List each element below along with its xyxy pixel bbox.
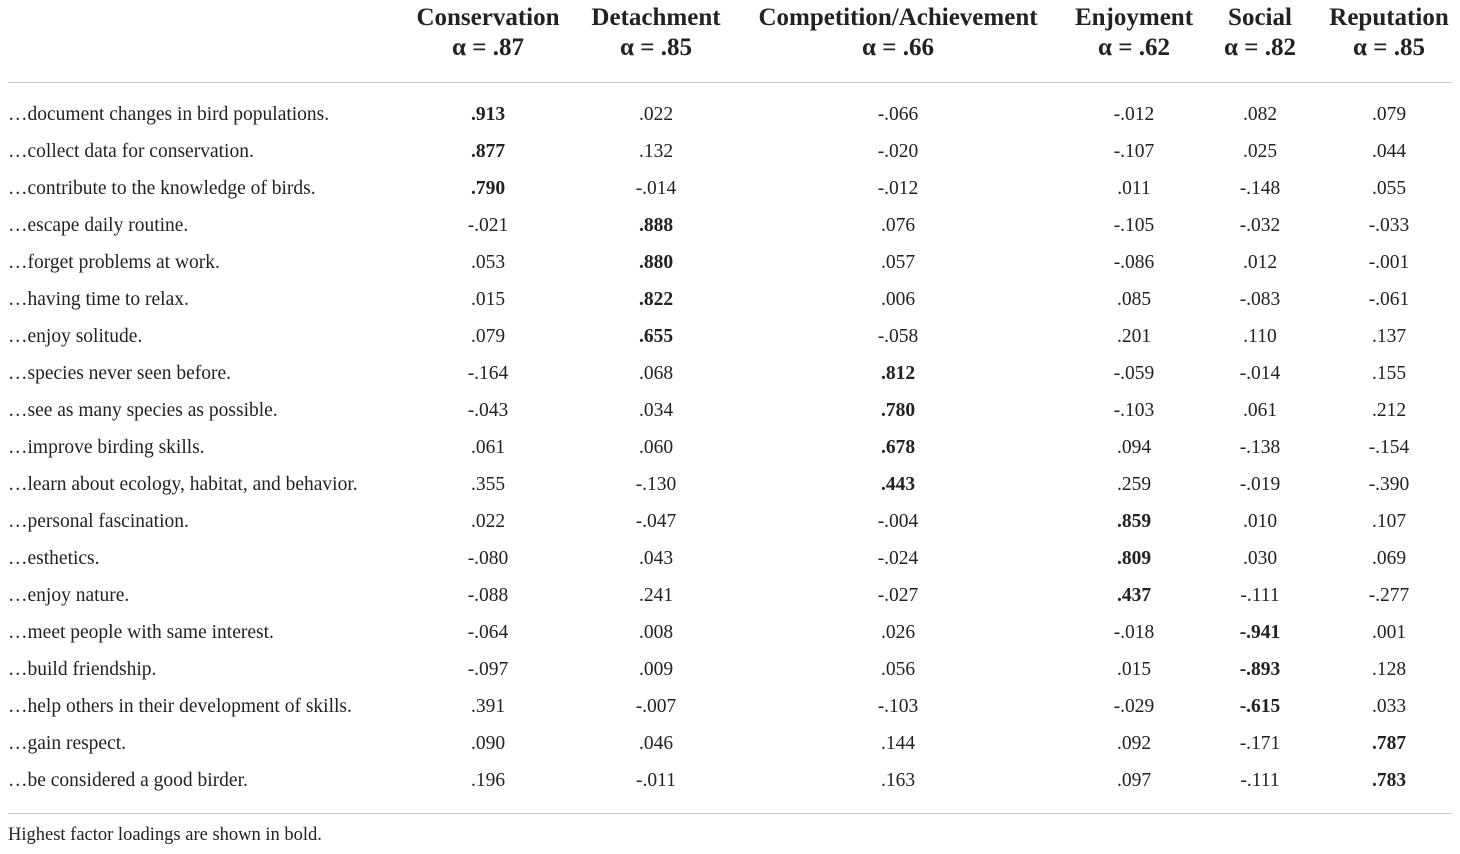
table-cell: -.154 [1368,437,1410,458]
table-cell: -.083 [1239,289,1281,310]
table-cell: -.064 [467,622,509,643]
table-cell: -.001 [1368,252,1410,273]
table-cell: -.277 [1368,585,1410,606]
table-cell: .212 [1371,400,1407,421]
table-cell: .060 [638,437,674,458]
table-cell: .055 [1371,178,1407,199]
column-alpha: α = .85 [620,34,692,61]
table-bottom-rule [8,813,1452,814]
table-cell: .437 [1116,585,1152,606]
table-cell: .076 [880,215,916,236]
table-row [0,651,1460,688]
table-cell: .012 [1242,252,1278,273]
table-cell: .025 [1242,141,1278,162]
row-label: …gain respect. [8,733,127,754]
column-alpha: α = .87 [452,34,524,61]
table-row [0,318,1460,355]
row-label: …enjoy solitude. [8,326,143,347]
table-cell: -.111 [1240,585,1280,606]
table-cell: -.047 [635,511,677,532]
table-cell: .128 [1371,659,1407,680]
column-name: Enjoyment [1074,4,1194,31]
table-row [0,244,1460,281]
row-label: …document changes in bird populations. [8,104,330,125]
table-cell: .780 [880,400,916,421]
table-cell: .097 [1116,770,1152,791]
table-cell: -.020 [877,141,919,162]
table-cell: .090 [470,733,506,754]
table-cell: .790 [470,178,506,199]
table-cell: .107 [1371,511,1407,532]
table-cell: .079 [1371,104,1407,125]
row-label: …help others in their development of skills. [8,696,352,717]
column-name: Competition/Achievement [758,4,1038,31]
table-cell: -.107 [1113,141,1155,162]
table-cell: .026 [880,622,916,643]
table-cell: -.029 [1113,696,1155,717]
table-cell: .056 [880,659,916,680]
table-cell: -.012 [877,178,919,199]
table-cell: .144 [880,733,916,754]
table-cell: -.103 [1113,400,1155,421]
table-cell: .085 [1116,289,1152,310]
table-cell: .030 [1242,548,1278,569]
table-cell: .022 [470,511,506,532]
table-row [0,133,1460,170]
table-cell: -.130 [635,474,677,495]
table-row [0,577,1460,614]
table-cell: .043 [638,548,674,569]
table-cell: -.058 [877,326,919,347]
row-label: …learn about ecology, habitat, and behavior. [8,474,358,495]
column-alpha: α = .62 [1098,34,1170,61]
row-label: …forget problems at work. [8,252,220,273]
table-cell: -.138 [1239,437,1281,458]
table-cell: .082 [1242,104,1278,125]
table-row [0,281,1460,318]
table-cell: -.014 [635,178,677,199]
table-cell: .015 [1116,659,1152,680]
table-cell: -.088 [467,585,509,606]
table-cell: .822 [638,289,674,310]
table-cell: .888 [638,215,674,236]
table-cell: .355 [470,474,506,495]
column-name: Social [1228,4,1292,31]
row-label: …collect data for conservation. [8,141,254,162]
column-alpha: α = .82 [1224,34,1296,61]
table-cell: .009 [638,659,674,680]
table-cell: .812 [880,363,916,384]
table-cell: -.061 [1368,289,1410,310]
table-cell: .880 [638,252,674,273]
table-cell: .443 [880,474,916,495]
table-cell: .094 [1116,437,1152,458]
column-name: Reputation [1329,4,1449,31]
row-label: …see as many species as possible. [8,400,278,421]
row-label: …having time to relax. [8,289,189,310]
table-row [0,392,1460,429]
table-cell: -.111 [1240,770,1280,791]
table-cell: .859 [1116,511,1152,532]
table-cell: .259 [1116,474,1152,495]
row-label: …personal fascination. [8,511,189,532]
table-cell: -.893 [1239,659,1281,680]
table-cell: .034 [638,400,674,421]
table-cell: .655 [638,326,674,347]
table-cell: .110 [1243,326,1277,347]
table-cell: -.615 [1239,696,1281,717]
table-cell: .783 [1371,770,1407,791]
table-cell: .241 [638,585,674,606]
table-cell: .044 [1371,141,1407,162]
table-cell: -.021 [467,215,509,236]
table-cell: -.148 [1239,178,1281,199]
column-alpha: α = .66 [862,34,934,61]
table-row [0,614,1460,651]
table-cell: -.032 [1239,215,1281,236]
table-row [0,688,1460,725]
table-cell: .015 [470,289,506,310]
table-row [0,429,1460,466]
row-label: …contribute to the knowledge of birds. [8,178,316,199]
column-header-detachment [591,3,720,63]
table-cell: .022 [638,104,674,125]
column-header-conservation [416,3,559,63]
table-cell: -.014 [1239,363,1281,384]
table-cell: .006 [880,289,916,310]
row-label: …enjoy nature. [8,585,130,606]
row-label: …be considered a good birder. [8,770,248,791]
table-cell: .391 [470,696,506,717]
table-cell: -.012 [1113,104,1155,125]
table-row [0,355,1460,392]
column-header-competition-achievement [758,3,1037,63]
table-cell: .079 [470,326,506,347]
table-cell: -.097 [467,659,509,680]
table-cell: .913 [470,104,506,125]
table-cell: -.941 [1239,622,1281,643]
table-cell: -.164 [467,363,509,384]
table-cell: -.011 [636,770,676,791]
row-label: …escape daily routine. [8,215,189,236]
table-cell: -.105 [1113,215,1155,236]
column-name: Detachment [591,4,721,31]
table-cell: -.004 [877,511,919,532]
table-cell: .787 [1371,733,1407,754]
table-cell: .678 [880,437,916,458]
row-label: …build friendship. [8,659,157,680]
table-cell: .068 [638,363,674,384]
table-cell: .163 [880,770,916,791]
table-row [0,96,1460,133]
table-row [0,466,1460,503]
table-cell: .011 [1117,178,1151,199]
table-row [0,540,1460,577]
table-row [0,725,1460,762]
table-cell: -.171 [1239,733,1281,754]
table-cell: -.019 [1239,474,1281,495]
table-cell: -.027 [877,585,919,606]
table-cell: -.103 [877,696,919,717]
table-row [0,762,1460,799]
table-cell: .196 [470,770,506,791]
table-cell: .061 [1242,400,1278,421]
column-alpha: α = .85 [1353,34,1425,61]
table-row [0,207,1460,244]
table-cell: .057 [880,252,916,273]
table-cell: -.007 [635,696,677,717]
table-cell: .033 [1371,696,1407,717]
table-cell: -.024 [877,548,919,569]
table-cell: .053 [470,252,506,273]
table-row [0,170,1460,207]
column-header-social [1224,3,1296,63]
table-cell: -.018 [1113,622,1155,643]
table-cell: -.033 [1368,215,1410,236]
table-cell: .132 [638,141,674,162]
table-cell: -.059 [1113,363,1155,384]
column-name: Conservation [416,4,560,31]
table-cell: .877 [470,141,506,162]
table-cell: .155 [1371,363,1407,384]
table-cell: -.086 [1113,252,1155,273]
table-footnote: Highest factor loadings are shown in bold. [8,825,322,845]
table-cell: .046 [638,733,674,754]
table-cell: -.080 [467,548,509,569]
table-cell: -.043 [467,400,509,421]
table-row [0,503,1460,540]
table-cell: .092 [1116,733,1152,754]
table-cell: .201 [1116,326,1152,347]
table-cell: .069 [1371,548,1407,569]
table-cell: .137 [1371,326,1407,347]
row-label: …meet people with same interest. [8,622,274,643]
column-header-reputation [1329,3,1448,63]
table-cell: .809 [1116,548,1152,569]
row-label: …improve birding skills. [8,437,205,458]
table-cell: -.066 [877,104,919,125]
table-cell: .010 [1242,511,1278,532]
table-cell: .061 [470,437,506,458]
table-cell: .008 [638,622,674,643]
header-rule [8,82,1452,83]
table-cell: -.390 [1368,474,1410,495]
table-cell: .001 [1371,622,1407,643]
row-label: …species never seen before. [8,363,232,384]
column-header-enjoyment [1075,3,1193,63]
row-label: …esthetics. [8,548,100,569]
